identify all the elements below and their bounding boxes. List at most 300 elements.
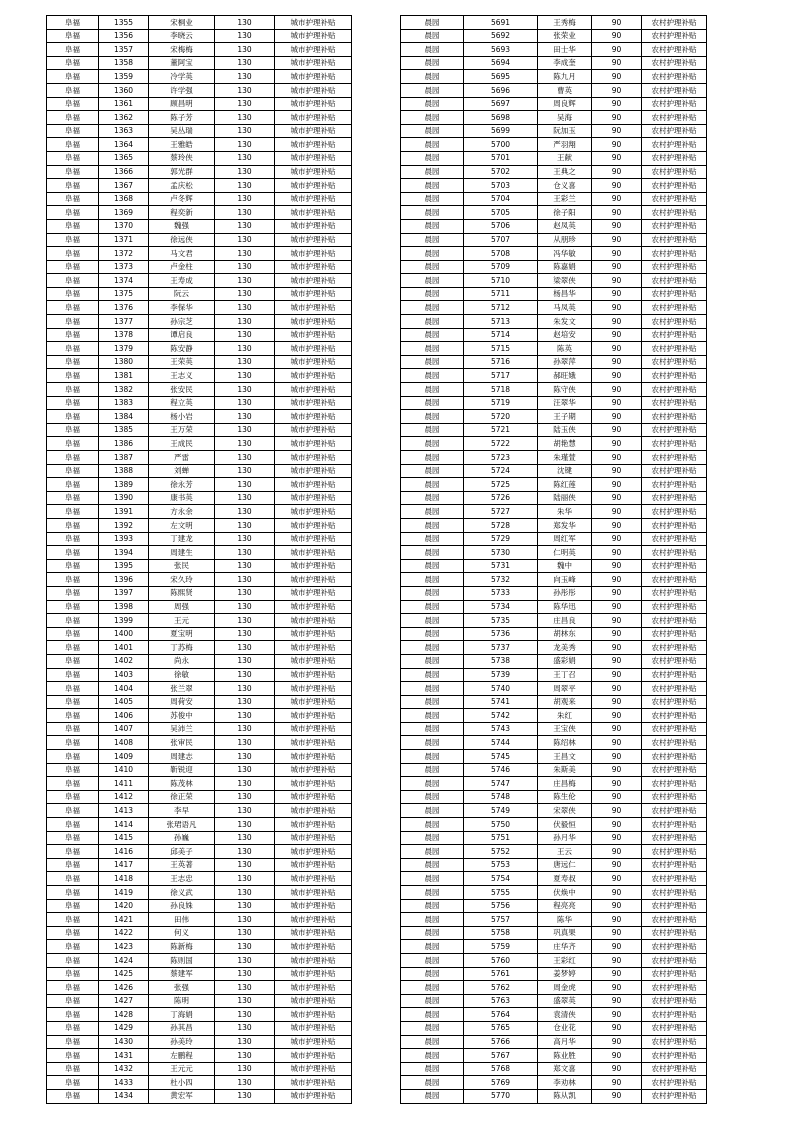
right-table-body [401, 16, 707, 1104]
table-row [47, 179, 352, 193]
amount-cell: 130 [215, 315, 275, 329]
name-cell: 周强 [149, 600, 215, 614]
number-cell: 1356 [99, 29, 149, 43]
table-row [47, 1049, 352, 1063]
amount-cell: 130 [215, 383, 275, 397]
table-row [47, 641, 352, 655]
category-cell: 城市护理补贴 [275, 43, 352, 57]
table-row [401, 260, 707, 274]
table-row [401, 1049, 707, 1063]
region-cell: 晨园 [401, 1049, 464, 1063]
amount-cell: 130 [215, 1049, 275, 1063]
region-cell: 阜福 [47, 872, 99, 886]
table-row [401, 600, 707, 614]
amount-cell: 90 [592, 1062, 642, 1076]
amount-cell: 90 [592, 641, 642, 655]
name-cell: 郑发华 [538, 518, 592, 532]
region-cell: 晨园 [401, 682, 464, 696]
table-row [401, 695, 707, 709]
amount-cell: 90 [592, 1008, 642, 1022]
region-cell: 晨园 [401, 586, 464, 600]
category-cell: 农村护理补贴 [642, 913, 707, 927]
amount-cell: 90 [592, 913, 642, 927]
region-cell: 阜福 [47, 369, 99, 383]
number-cell: 1376 [99, 301, 149, 315]
name-cell: 周荷安 [149, 695, 215, 709]
name-cell: 王秀梅 [538, 16, 592, 30]
number-cell: 1368 [99, 192, 149, 206]
region-cell: 晨园 [401, 722, 464, 736]
amount-cell: 130 [215, 29, 275, 43]
category-cell: 城市护理补贴 [275, 722, 352, 736]
table-row [47, 151, 352, 165]
region-cell: 晨园 [401, 994, 464, 1008]
number-cell: 1392 [99, 518, 149, 532]
amount-cell: 90 [592, 981, 642, 995]
name-cell: 孙宗芝 [149, 315, 215, 329]
category-cell: 城市护理补贴 [275, 913, 352, 927]
category-cell: 城市护理补贴 [275, 600, 352, 614]
name-cell: 周翠平 [538, 682, 592, 696]
amount-cell: 130 [215, 83, 275, 97]
region-cell: 阜福 [47, 464, 99, 478]
name-cell: 刘蝉 [149, 464, 215, 478]
category-cell: 农村护理补贴 [642, 97, 707, 111]
name-cell: 陆玉侠 [538, 423, 592, 437]
name-cell: 宋翠侠 [538, 804, 592, 818]
table-row [401, 437, 707, 451]
name-cell: 朱斯美 [538, 763, 592, 777]
table-row [47, 369, 352, 383]
region-cell: 晨园 [401, 600, 464, 614]
number-cell: 1426 [99, 981, 149, 995]
category-cell: 城市护理补贴 [275, 1076, 352, 1090]
number-cell: 5727 [464, 505, 538, 519]
amount-cell: 130 [215, 151, 275, 165]
amount-cell: 90 [592, 899, 642, 913]
table-row [401, 940, 707, 954]
region-cell: 晨园 [401, 641, 464, 655]
name-cell: 尚永 [149, 654, 215, 668]
amount-cell: 90 [592, 369, 642, 383]
number-cell: 1369 [99, 206, 149, 220]
number-cell: 1397 [99, 586, 149, 600]
table-row [47, 342, 352, 356]
category-cell: 农村护理补贴 [642, 124, 707, 138]
name-cell: 陈从凯 [538, 1089, 592, 1103]
table-row [47, 818, 352, 832]
region-cell: 阜福 [47, 83, 99, 97]
table-row [47, 586, 352, 600]
category-cell: 农村护理补贴 [642, 899, 707, 913]
table-row [47, 491, 352, 505]
name-cell: 赵凤英 [538, 219, 592, 233]
category-cell: 城市护理补贴 [275, 777, 352, 791]
table-row [47, 505, 352, 519]
region-cell: 晨园 [401, 709, 464, 723]
number-cell: 1409 [99, 750, 149, 764]
region-cell: 阜福 [47, 301, 99, 315]
table-row [47, 1076, 352, 1090]
table-row [47, 16, 352, 30]
number-cell: 5752 [464, 845, 538, 859]
number-cell: 5717 [464, 369, 538, 383]
table-row [47, 97, 352, 111]
table-row [47, 1021, 352, 1035]
number-cell: 5768 [464, 1062, 538, 1076]
table-row [401, 1008, 707, 1022]
table-row [47, 56, 352, 70]
category-cell: 农村护理补贴 [642, 464, 707, 478]
table-row [47, 138, 352, 152]
number-cell: 1357 [99, 43, 149, 57]
name-cell: 王彩兰 [538, 192, 592, 206]
category-cell: 农村护理补贴 [642, 641, 707, 655]
name-cell: 张民 [149, 559, 215, 573]
name-cell: 陈则国 [149, 953, 215, 967]
amount-cell: 130 [215, 165, 275, 179]
region-cell: 晨园 [401, 287, 464, 301]
number-cell: 1434 [99, 1089, 149, 1103]
name-cell: 曹英 [538, 83, 592, 97]
number-cell: 1359 [99, 70, 149, 84]
category-cell: 农村护理补贴 [642, 858, 707, 872]
amount-cell: 90 [592, 532, 642, 546]
category-cell: 农村护理补贴 [642, 315, 707, 329]
amount-cell: 90 [592, 505, 642, 519]
table-row [401, 83, 707, 97]
region-cell: 晨园 [401, 668, 464, 682]
number-cell: 1395 [99, 559, 149, 573]
table-row [401, 383, 707, 397]
category-cell: 农村护理补贴 [642, 342, 707, 356]
number-cell: 1380 [99, 355, 149, 369]
name-cell: 王典之 [538, 165, 592, 179]
name-cell: 严雷 [149, 451, 215, 465]
name-cell: 李劝林 [538, 1076, 592, 1090]
name-cell: 张安民 [149, 383, 215, 397]
category-cell: 城市护理补贴 [275, 97, 352, 111]
amount-cell: 130 [215, 219, 275, 233]
region-cell: 阜福 [47, 518, 99, 532]
name-cell: 徐正荣 [149, 790, 215, 804]
number-cell: 1391 [99, 505, 149, 519]
number-cell: 5723 [464, 451, 538, 465]
amount-cell: 90 [592, 1049, 642, 1063]
category-cell: 城市护理补贴 [275, 627, 352, 641]
region-cell: 阜福 [47, 668, 99, 682]
name-cell: 孙翠萍 [538, 355, 592, 369]
region-cell: 晨园 [401, 369, 464, 383]
table-row [401, 43, 707, 57]
region-cell: 晨园 [401, 505, 464, 519]
number-cell: 5743 [464, 722, 538, 736]
number-cell: 1393 [99, 532, 149, 546]
name-cell: 徐远侠 [149, 233, 215, 247]
amount-cell: 130 [215, 777, 275, 791]
table-row [401, 70, 707, 84]
region-cell: 阜福 [47, 1089, 99, 1103]
table-row [47, 70, 352, 84]
table-row [47, 967, 352, 981]
number-cell: 5769 [464, 1076, 538, 1090]
name-cell: 魏中 [538, 559, 592, 573]
category-cell: 农村护理补贴 [642, 573, 707, 587]
table-row [47, 994, 352, 1008]
region-cell: 晨园 [401, 206, 464, 220]
amount-cell: 90 [592, 396, 642, 410]
table-row [401, 111, 707, 125]
name-cell: 马文君 [149, 247, 215, 261]
number-cell: 5735 [464, 614, 538, 628]
region-cell: 阜福 [47, 206, 99, 220]
amount-cell: 90 [592, 138, 642, 152]
name-cell: 周红军 [538, 532, 592, 546]
category-cell: 农村护理补贴 [642, 831, 707, 845]
table-row [401, 559, 707, 573]
name-cell: 田伟 [149, 913, 215, 927]
region-cell: 阜福 [47, 219, 99, 233]
number-cell: 5760 [464, 953, 538, 967]
name-cell: 康书英 [149, 491, 215, 505]
region-cell: 晨园 [401, 1008, 464, 1022]
category-cell: 城市护理补贴 [275, 709, 352, 723]
name-cell: 杨小岩 [149, 410, 215, 424]
category-cell: 农村护理补贴 [642, 70, 707, 84]
amount-cell: 130 [215, 573, 275, 587]
amount-cell: 90 [592, 763, 642, 777]
category-cell: 城市护理补贴 [275, 750, 352, 764]
amount-cell: 130 [215, 641, 275, 655]
number-cell: 5737 [464, 641, 538, 655]
name-cell: 向玉峰 [538, 573, 592, 587]
name-cell: 陈绍林 [538, 736, 592, 750]
number-cell: 5732 [464, 573, 538, 587]
category-cell: 城市护理补贴 [275, 641, 352, 655]
category-cell: 城市护理补贴 [275, 940, 352, 954]
category-cell: 城市护理补贴 [275, 355, 352, 369]
name-cell: 吴海 [538, 111, 592, 125]
category-cell: 城市护理补贴 [275, 16, 352, 30]
name-cell: 王志义 [149, 369, 215, 383]
name-cell: 卢冬辉 [149, 192, 215, 206]
name-cell: 郭光群 [149, 165, 215, 179]
name-cell: 王荣英 [149, 355, 215, 369]
amount-cell: 90 [592, 600, 642, 614]
name-cell: 唐远仁 [538, 858, 592, 872]
table-row [47, 247, 352, 261]
name-cell: 陈九月 [538, 70, 592, 84]
amount-cell: 130 [215, 586, 275, 600]
table-row [401, 29, 707, 43]
number-cell: 1360 [99, 83, 149, 97]
table-row [47, 532, 352, 546]
amount-cell: 130 [215, 192, 275, 206]
amount-cell: 130 [215, 111, 275, 125]
category-cell: 农村护理补贴 [642, 804, 707, 818]
number-cell: 5745 [464, 750, 538, 764]
amount-cell: 130 [215, 967, 275, 981]
region-cell: 晨园 [401, 56, 464, 70]
name-cell: 仁明英 [538, 546, 592, 560]
name-cell: 方永余 [149, 505, 215, 519]
amount-cell: 130 [215, 546, 275, 560]
number-cell: 5749 [464, 804, 538, 818]
region-cell: 晨园 [401, 260, 464, 274]
category-cell: 城市护理补贴 [275, 967, 352, 981]
region-cell: 阜福 [47, 179, 99, 193]
table-row [401, 97, 707, 111]
region-cell: 晨园 [401, 233, 464, 247]
table-row [401, 328, 707, 342]
category-cell: 城市护理补贴 [275, 886, 352, 900]
amount-cell: 130 [215, 301, 275, 315]
category-cell: 城市护理补贴 [275, 818, 352, 832]
name-cell: 王昌文 [538, 750, 592, 764]
table-row [47, 722, 352, 736]
amount-cell: 90 [592, 736, 642, 750]
region-cell: 阜福 [47, 396, 99, 410]
category-cell: 农村护理补贴 [642, 83, 707, 97]
table-row [47, 736, 352, 750]
category-cell: 城市护理补贴 [275, 274, 352, 288]
table-row [401, 491, 707, 505]
number-cell: 5757 [464, 913, 538, 927]
amount-cell: 90 [592, 410, 642, 424]
number-cell: 5742 [464, 709, 538, 723]
name-cell: 王志忠 [149, 872, 215, 886]
amount-cell: 130 [215, 1035, 275, 1049]
number-cell: 1401 [99, 641, 149, 655]
amount-cell: 130 [215, 627, 275, 641]
category-cell: 农村护理补贴 [642, 192, 707, 206]
name-cell: 王宝侠 [538, 722, 592, 736]
amount-cell: 130 [215, 138, 275, 152]
category-cell: 城市护理补贴 [275, 260, 352, 274]
region-cell: 阜福 [47, 451, 99, 465]
number-cell: 5693 [464, 43, 538, 57]
amount-cell: 90 [592, 818, 642, 832]
amount-cell: 130 [215, 1021, 275, 1035]
amount-cell: 90 [592, 926, 642, 940]
amount-cell: 90 [592, 151, 642, 165]
amount-cell: 90 [592, 695, 642, 709]
number-cell: 1399 [99, 614, 149, 628]
amount-cell: 130 [215, 437, 275, 451]
number-cell: 5762 [464, 981, 538, 995]
region-cell: 晨园 [401, 43, 464, 57]
amount-cell: 90 [592, 940, 642, 954]
number-cell: 5738 [464, 654, 538, 668]
name-cell: 巩真果 [538, 926, 592, 940]
region-cell: 阜福 [47, 981, 99, 995]
table-row [401, 505, 707, 519]
table-row [47, 518, 352, 532]
table-row [47, 29, 352, 43]
amount-cell: 130 [215, 206, 275, 220]
category-cell: 城市护理补贴 [275, 1089, 352, 1103]
table-row [401, 967, 707, 981]
table-row [47, 43, 352, 57]
category-cell: 城市护理补贴 [275, 328, 352, 342]
region-cell: 晨园 [401, 695, 464, 709]
amount-cell: 90 [592, 1035, 642, 1049]
amount-cell: 90 [592, 287, 642, 301]
category-cell: 农村护理补贴 [642, 682, 707, 696]
category-cell: 农村护理补贴 [642, 287, 707, 301]
region-cell: 阜福 [47, 750, 99, 764]
category-cell: 城市护理补贴 [275, 206, 352, 220]
category-cell: 农村护理补贴 [642, 750, 707, 764]
region-cell: 阜福 [47, 355, 99, 369]
category-cell: 农村护理补贴 [642, 532, 707, 546]
region-cell: 阜福 [47, 1035, 99, 1049]
amount-cell: 130 [215, 1089, 275, 1103]
name-cell: 王云 [538, 845, 592, 859]
number-cell: 5764 [464, 1008, 538, 1022]
region-cell: 晨园 [401, 1076, 464, 1090]
table-row [47, 654, 352, 668]
number-cell: 1384 [99, 410, 149, 424]
region-cell: 阜福 [47, 70, 99, 84]
region-cell: 阜福 [47, 287, 99, 301]
name-cell: 王英著 [149, 858, 215, 872]
name-cell: 朱华 [538, 505, 592, 519]
region-cell: 晨园 [401, 790, 464, 804]
region-cell: 晨园 [401, 858, 464, 872]
region-cell: 晨园 [401, 70, 464, 84]
amount-cell: 90 [592, 355, 642, 369]
table-row [401, 151, 707, 165]
table-row [401, 790, 707, 804]
number-cell: 5724 [464, 464, 538, 478]
table-row [401, 1035, 707, 1049]
category-cell: 城市护理补贴 [275, 56, 352, 70]
table-row [47, 804, 352, 818]
name-cell: 孙彤彤 [538, 586, 592, 600]
number-cell: 5696 [464, 83, 538, 97]
amount-cell: 90 [592, 831, 642, 845]
category-cell: 城市护理补贴 [275, 29, 352, 43]
region-cell: 阜福 [47, 247, 99, 261]
number-cell: 5700 [464, 138, 538, 152]
category-cell: 城市护理补贴 [275, 994, 352, 1008]
region-cell: 晨园 [401, 777, 464, 791]
table-row [401, 369, 707, 383]
number-cell: 1396 [99, 573, 149, 587]
region-cell: 晨园 [401, 899, 464, 913]
number-cell: 5720 [464, 410, 538, 424]
number-cell: 1364 [99, 138, 149, 152]
region-cell: 阜福 [47, 709, 99, 723]
category-cell: 农村护理补贴 [642, 491, 707, 505]
table-row [401, 804, 707, 818]
region-cell: 阜福 [47, 328, 99, 342]
amount-cell: 130 [215, 423, 275, 437]
amount-cell: 90 [592, 165, 642, 179]
region-cell: 晨园 [401, 274, 464, 288]
name-cell: 王彩红 [538, 953, 592, 967]
category-cell: 城市护理补贴 [275, 926, 352, 940]
table-row [47, 328, 352, 342]
category-cell: 农村护理补贴 [642, 994, 707, 1008]
name-cell: 周建志 [149, 750, 215, 764]
region-cell: 晨园 [401, 315, 464, 329]
table-row [401, 627, 707, 641]
amount-cell: 90 [592, 654, 642, 668]
region-cell: 阜福 [47, 682, 99, 696]
name-cell: 王万荣 [149, 423, 215, 437]
